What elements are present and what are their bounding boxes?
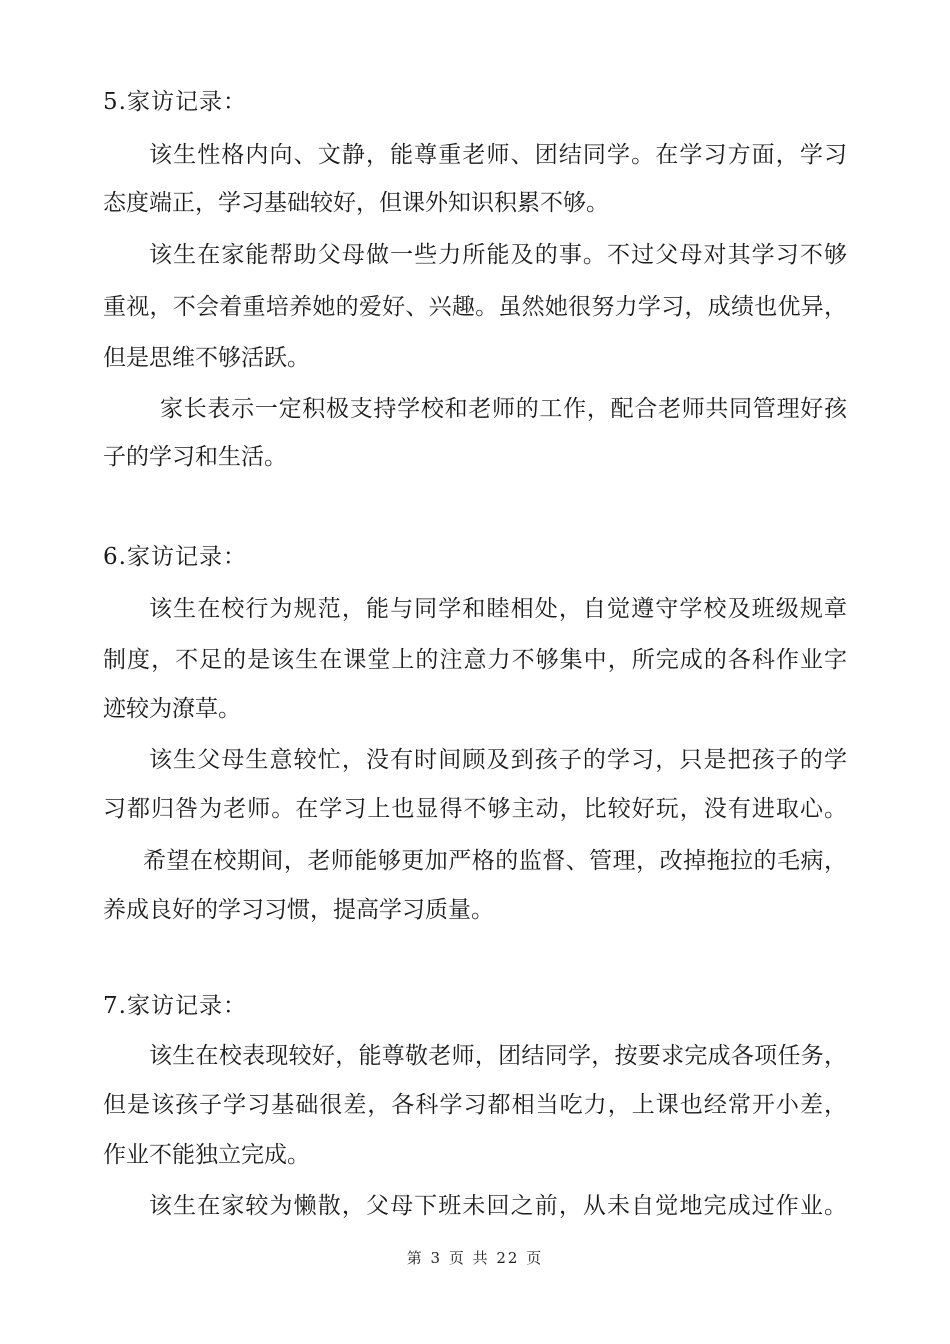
page-number-footer: 第 3 页 共 22 页 <box>406 1249 544 1267</box>
document-page: 5.家访记录： 该生性格内向、文静，能尊重老师、团结同学。在学习方面，学习 态度端正，学习基础较好，但课外知识积累不够。 该生在家能帮助父母做一些力所能及的事。不过父母对其学习不够 重视，不会着重培养她的爱好、兴趣。虽然她很努力学习，成绩也优异， 但是思维不够活跃。 家长表示一定积极支持学校和老师的工作，配合老师共同管理好孩 子的学习和生活。 6.家访记录： 该生在校行为规范，能与同学和睦相处，自觉遵守学校及班级规章 制度，不足的是该生在课堂上的注意力不够集中，所完成的各科作业字 迹较为潦草。 该生父母生意较忙，没有时间顾及到孩子的学习，只是把孩子的学 习都归咎为老师。在学习上也显得不够主动，比较好玩，没有进取心。 希望在校期间，老师能够更加严格的监督、管理，改掉拖拉的毛病， 养成良好的学习习惯，提高学习质量。 7.家访记录： 该生在校表现较好，能尊敬老师，团结同学，按要求完成各项任务， 但是该孩子学习基础很差，各科学习都相当吃力，上课也经常开小差， 作业不能独立完成。 该生在家较为懒散，父母下班未回之前，从未自觉地完成过作业。 第 3 页 共 22 页 <box>0 0 950 1344</box>
